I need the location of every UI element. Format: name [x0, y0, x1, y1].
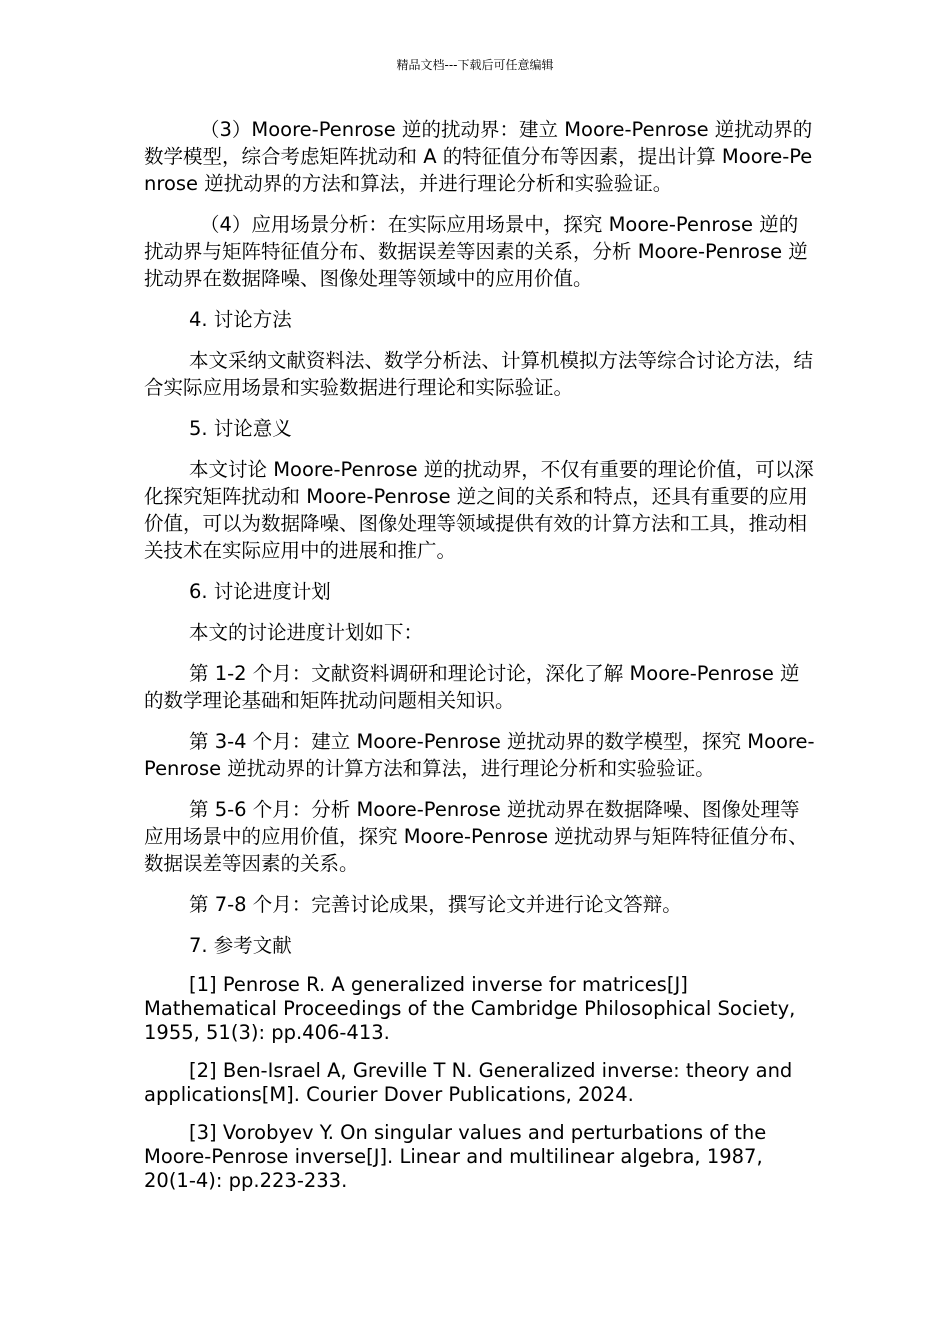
- paragraph-methods: 本文采纳文献资料法、数学分析法、计算机模拟方法等综合讨论方法，结合实际应用场景和实验数据进行理论和实际验证。: [144, 349, 814, 399]
- document-body: [144, 116, 816, 1207]
- page-header: 精品文档---下载后可任意编辑: [396, 58, 554, 72]
- reference-item-3: [3] Vorobyev Y. On singular values and perturbations of the Moore-Penrose inverse[J]. Linear and multilinear algebra, 1987, 20(1-4): pp.223-233.: [144, 1121, 767, 1192]
- paragraph-schedule-intro: 本文的讨论进度计划如下：: [189, 621, 424, 644]
- paragraph-schedule-month-5-6: 第 5-6 个月：分析 Moore-Penrose 逆扰动界在数据降噪、图像处理等应用场景中的应用价值，探究 Moore-Penrose 逆扰动界与矩阵特征值分布、数据误差等因素的关系。: [144, 798, 808, 875]
- paragraph-significance: 本文讨论 Moore-Penrose 逆的扰动界，不仅有重要的理论价值，可以深化探究矩阵扰动和 Moore-Penrose 逆之间的关系和特点，还具有重要的应用价值，可以为数据降噪、图像处理等领域提供有效的计算方法和工具，推动相关技术在实际应用中的进展和推广。: [144, 458, 814, 562]
- reference-item-2: [2] Ben-Israel A, Greville T N. Generalized inverse: theory and applications[M]. Courier Dover Publications, 2024.: [144, 1059, 793, 1106]
- paragraph-schedule-month-7-8: 第 7-8 个月：完善讨论成果，撰写论文并进行论文答辩。: [189, 893, 682, 916]
- section-heading-schedule: 6. 讨论进度计划: [189, 580, 331, 603]
- paragraph-item-3: （3）Moore-Penrose 逆的扰动界：建立 Moore-Penrose 逆扰动界的数学模型，综合考虑矩阵扰动和 A 的特征值分布等因素，提出计算 Moore-Penrose 逆扰动界的方法和算法，并进行理论分析和实验验证。: [144, 118, 813, 195]
- paragraph-item-4: （4）应用场景分析：在实际应用场景中，探究 Moore-Penrose 逆的扰动界与矩阵特征值分布、数据误差等因素的关系，分析 Moore-Penrose 逆扰动界在数据降噪、图像处理等领域中的应用价值。: [144, 213, 808, 290]
- paragraph-schedule-month-3-4: 第 3-4 个月：建立 Moore-Penrose 逆扰动界的数学模型，探究 Moore-Penrose 逆扰动界的计算方法和算法，进行理论分析和实验验证。: [144, 730, 815, 780]
- section-heading-methods: 4. 讨论方法: [189, 308, 292, 331]
- paragraph-schedule-month-1-2: 第 1-2 个月：文献资料调研和理论讨论，深化了解 Moore-Penrose 逆的数学理论基础和矩阵扰动问题相关知识。: [144, 662, 800, 712]
- section-heading-significance: 5. 讨论意义: [189, 417, 292, 440]
- reference-item-1: [1] Penrose R. A generalized inverse for matrices[J] Mathematical Proceedings of the Cambridge Philosophical Society, 1955, 51(3): pp.406-413.: [144, 973, 796, 1044]
- section-heading-references: 7. 参考文献: [189, 934, 292, 957]
